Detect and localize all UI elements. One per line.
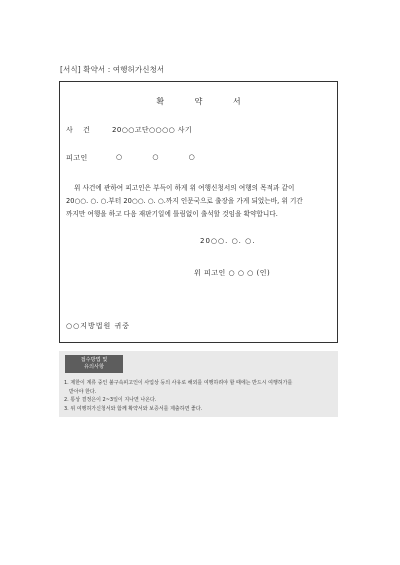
signature-line: 위 피고인 ○ ○ ○ (인) xyxy=(194,269,271,277)
notes-box xyxy=(59,351,338,417)
defendant-value: ○ ○ ○ xyxy=(116,153,209,161)
body-line-2: 20○○. ○. ○.부터 20○○. ○. ○.까지 인문국으로 출장을 가게 되었는바, 위 기간 xyxy=(66,197,303,205)
case-label: 사 건 xyxy=(66,126,94,134)
notes-badge xyxy=(65,355,123,373)
notes-badge-line-1: 접수방법 및 xyxy=(80,357,108,363)
note-item-1 xyxy=(64,379,334,396)
document-title: 확 약 서 xyxy=(156,97,255,106)
notes-list xyxy=(64,379,334,413)
note-item-1-cont: 받아야 한다. xyxy=(69,388,97,395)
note-item-2: 2. 통상 결정은이 2~3일이 지나면 나온다. xyxy=(64,397,157,403)
pledge-body xyxy=(66,182,334,221)
form-label: [서식] 확약서 : 여행허가신청서 xyxy=(60,65,165,74)
notes-badge-line-2: 유의사항 xyxy=(83,364,105,370)
defendant-label: 피고인 xyxy=(66,154,88,162)
note-item-1-text: 1. 제한이 계류 중인 불구속피고인이 사업상 등의 사유로 해외를 여행하려야 할 때에는 반드시 여행허가를 xyxy=(64,380,293,386)
date-line: 20○○. ○. ○. xyxy=(200,237,256,245)
body-line-3: 까지만 여행을 하고 다음 재판기일에 틀림없이 출석할 것임을 확약합니다. xyxy=(66,210,278,218)
note-item-3: 3. 위 여행허가신청서와 함께 확약서와 보증서를 제출하면 좋다. xyxy=(64,405,203,412)
pledge-document xyxy=(59,81,338,343)
court-line: ○○지방법원 귀중 xyxy=(66,322,131,330)
case-value: 20○○고단○○○○ 사기 xyxy=(112,126,193,134)
body-line-1: 위 사건에 관하여 피고인은 부득이 하게 위 여행신청서의 여행의 목적과 같이 xyxy=(74,184,295,192)
